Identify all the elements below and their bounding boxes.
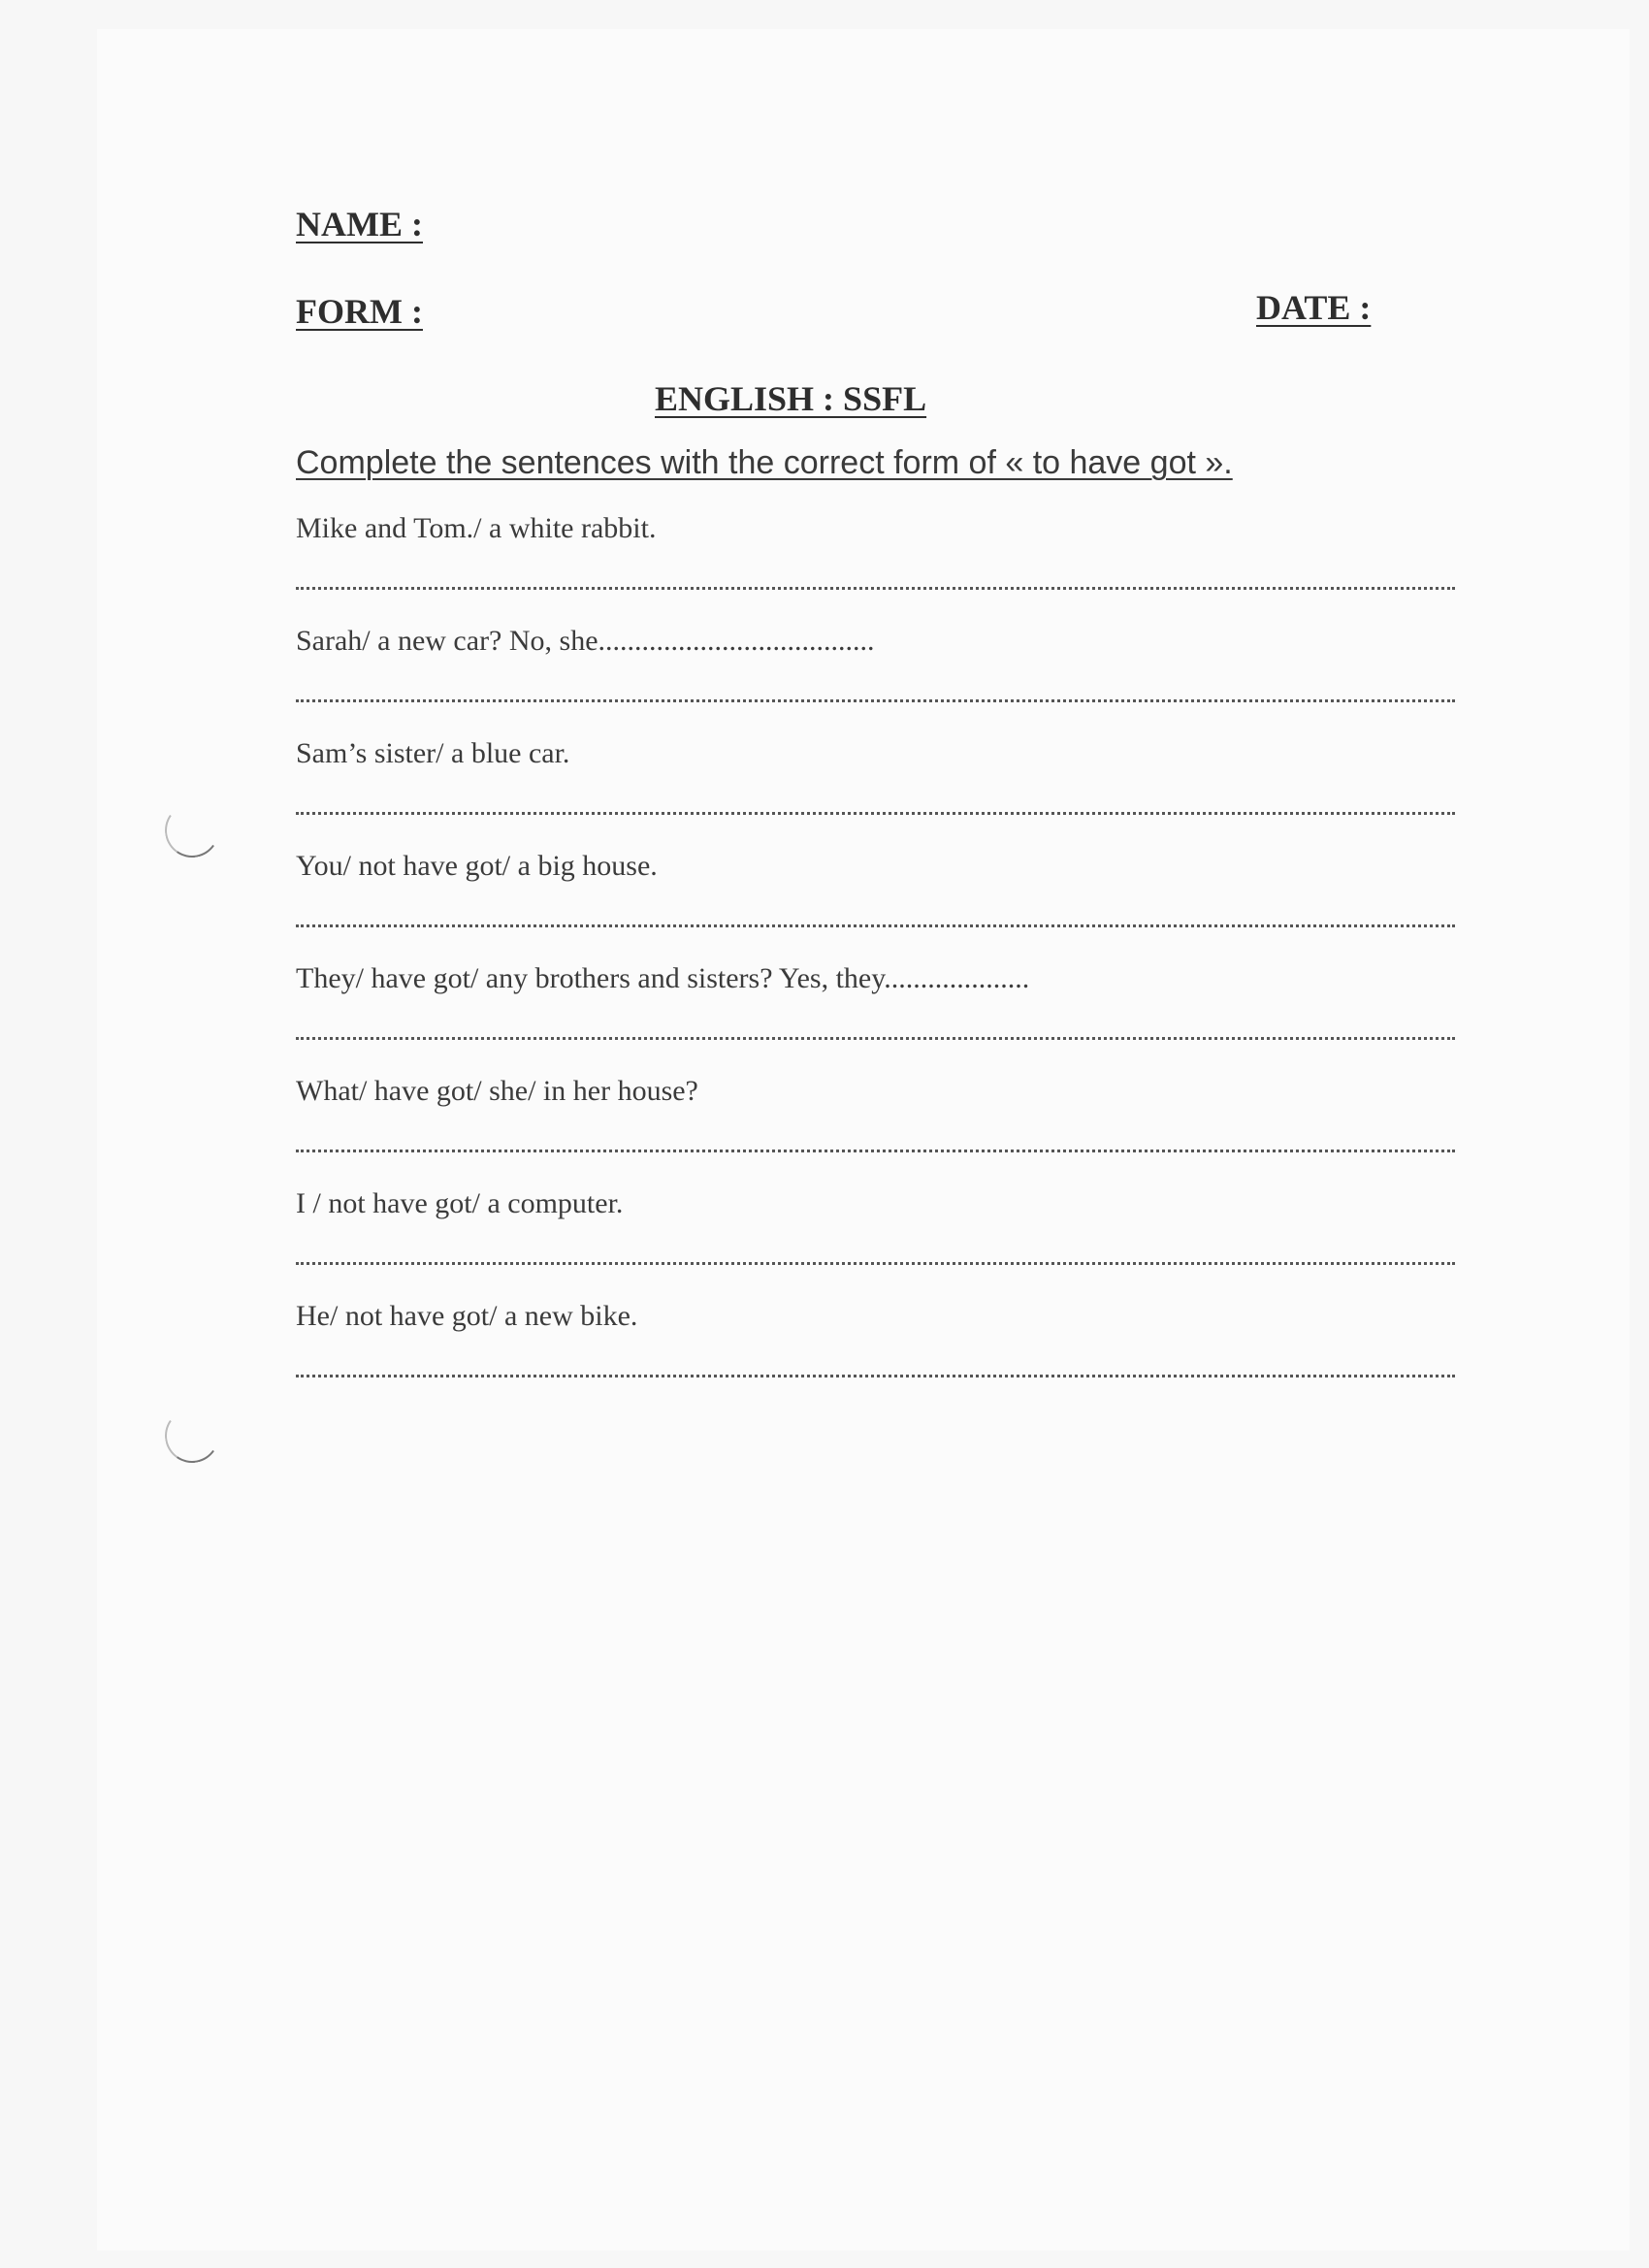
name-label: NAME : — [296, 205, 423, 243]
subject-title: ENGLISH : SSFL — [655, 379, 927, 418]
answer-line[interactable] — [296, 699, 1455, 702]
exercise-item — [296, 737, 1470, 850]
exercise-item — [296, 625, 1470, 737]
exercise-item — [296, 1300, 1470, 1412]
answer-line[interactable] — [296, 587, 1455, 590]
answer-line[interactable] — [296, 812, 1455, 815]
answer-line[interactable] — [296, 1262, 1455, 1265]
exercise-prompt: You/ not have got/ a big house. — [296, 850, 658, 882]
exercise-prompt: I / not have got/ a computer. — [296, 1187, 624, 1219]
exercise-prompt: Sarah/ a new car? No, she...................................... — [296, 625, 875, 657]
exercise-item — [296, 962, 1470, 1075]
exercise-item — [296, 512, 1470, 625]
exercise-item — [296, 850, 1470, 962]
date-label: DATE : — [1256, 288, 1372, 327]
exercise-prompt: What/ have got/ she/ in her house? — [296, 1075, 698, 1107]
exercise-list — [296, 512, 1470, 1412]
exercise-prompt: Sam’s sister/ a blue car. — [296, 737, 570, 769]
exercise-prompt: He/ not have got/ a new bike. — [296, 1300, 638, 1332]
exercise-prompt: Mike and Tom./ a white rabbit. — [296, 512, 657, 544]
exercise-item — [296, 1187, 1470, 1300]
exercise-prompt: They/ have got/ any brothers and sisters? Yes, they.................... — [296, 962, 1030, 994]
form-label: FORM : — [296, 292, 423, 331]
exercise-item — [296, 1075, 1470, 1187]
answer-line[interactable] — [296, 1150, 1455, 1152]
answer-line[interactable] — [296, 924, 1455, 927]
answer-line[interactable] — [296, 1037, 1455, 1040]
exercise-instruction: Complete the sentences with the correct form of « to have got ». — [296, 444, 1233, 481]
answer-line[interactable] — [296, 1375, 1455, 1377]
